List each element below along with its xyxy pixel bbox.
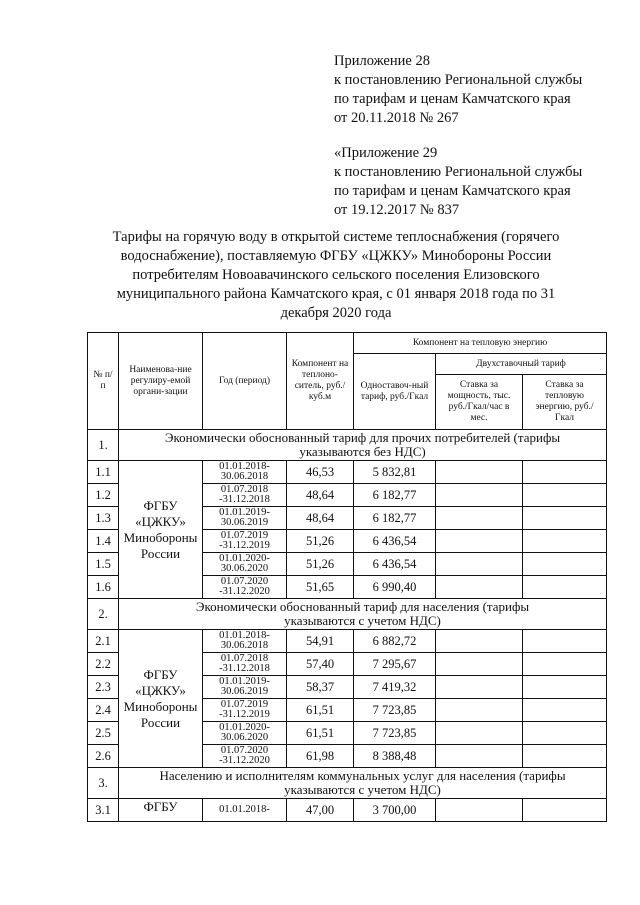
section-num: 1. [88, 430, 119, 461]
row-num: 2.1 [88, 630, 119, 653]
header-energy-rate: Ставка за тепловую энергию, руб./Гкал [523, 375, 607, 430]
energy-value: 6 182,77 [354, 484, 436, 507]
section-row [88, 768, 607, 799]
section-row [88, 599, 607, 630]
capacity-rate-value [436, 745, 523, 768]
period: 01.07.2019 -31.12.2019 [203, 699, 287, 722]
energy-value: 6 990,40 [354, 576, 436, 599]
energy-rate-value [523, 484, 607, 507]
carrier-value: 51,65 [287, 576, 354, 599]
energy-value: 7 419,32 [354, 676, 436, 699]
appendix-current-line: к постановлению Региональной службы [334, 72, 583, 88]
capacity-rate-value [436, 530, 523, 553]
section-num: 2. [88, 599, 119, 630]
capacity-rate-value [436, 699, 523, 722]
row-num: 2.5 [88, 722, 119, 745]
energy-rate-value [523, 507, 607, 530]
energy-rate-value [523, 745, 607, 768]
period: 01.01.2018- [203, 799, 287, 822]
org-name: ФГБУ [119, 799, 203, 822]
energy-value: 7 723,85 [354, 699, 436, 722]
capacity-rate-value [436, 630, 523, 653]
carrier-value: 61,51 [287, 722, 354, 745]
period: 01.07.2019 -31.12.2019 [203, 530, 287, 553]
header-component-energy: Компонент на тепловую энергию [354, 333, 607, 354]
period: 01.07.2018 -31.12.2018 [203, 653, 287, 676]
appendix-current-line: по тарифам и ценам Камчатского края [334, 91, 571, 107]
appendix-previous [334, 144, 582, 220]
energy-rate-value [523, 576, 607, 599]
carrier-value: 46,53 [287, 461, 354, 484]
capacity-rate-value [436, 507, 523, 530]
header-num: № п/п [88, 333, 119, 430]
period: 01.01.2018-30.06.2018 [203, 461, 287, 484]
org-name: ФГБУ «ЦЖКУ» Минобороны России [119, 630, 203, 768]
period: 01.01.2018-30.06.2018 [203, 630, 287, 653]
header-org: Наименова-ние регулиру-емой органи-зации [119, 333, 203, 430]
header-component-carrier: Компонент на теплоно-ситель, руб./куб.м [287, 333, 354, 430]
capacity-rate-value [436, 676, 523, 699]
energy-rate-value [523, 553, 607, 576]
capacity-rate-value [436, 722, 523, 745]
section-num: 3. [88, 768, 119, 799]
appendix-current-line: Приложение 28 [334, 53, 430, 69]
tariff-table [87, 332, 607, 822]
energy-value: 6 882,72 [354, 630, 436, 653]
carrier-value: 51,26 [287, 530, 354, 553]
capacity-rate-value [436, 484, 523, 507]
energy-rate-value [523, 722, 607, 745]
energy-rate-value [523, 630, 607, 653]
appendix-previous-line: от 19.12.2017 № 837 [334, 202, 460, 218]
energy-value: 5 832,81 [354, 461, 436, 484]
row-num: 3.1 [88, 799, 119, 822]
header-two-rate: Двухставочный тариф [436, 354, 607, 375]
appendix-previous-line: к постановлению Региональной службы [334, 164, 583, 180]
carrier-value: 58,37 [287, 676, 354, 699]
carrier-value: 48,64 [287, 484, 354, 507]
table-row [88, 630, 607, 653]
energy-rate-value [523, 530, 607, 553]
document-title: Тарифы на горячую воду в открытой системе теплоснабжения (горячего водоснабжение), поставляемую ФГБУ «ЦЖКУ» Минобороны России потребителям Новоавачинского сельского поселения Елизовского муниципального района Камчатского края, с 01 января 2018 года по 31 декабря 2020 года [112, 229, 560, 321]
energy-value: 7 723,85 [354, 722, 436, 745]
capacity-rate-value [436, 653, 523, 676]
energy-rate-value [523, 653, 607, 676]
capacity-rate-value [436, 799, 523, 822]
row-num: 2.4 [88, 699, 119, 722]
section-title: Экономически обоснованный тариф для населения (тарифы указываются с учетом НДС) [119, 599, 607, 630]
row-num: 1.3 [88, 507, 119, 530]
section-title: Экономически обоснованный тариф для прочих потребителей (тарифы указываются без НДС) [119, 430, 607, 461]
carrier-value: 57,40 [287, 653, 354, 676]
table-row [88, 799, 607, 822]
energy-value: 6 182,77 [354, 507, 436, 530]
row-num: 2.2 [88, 653, 119, 676]
energy-rate-value [523, 676, 607, 699]
row-num: 1.1 [88, 461, 119, 484]
capacity-rate-value [436, 461, 523, 484]
row-num: 1.5 [88, 553, 119, 576]
org-name: ФГБУ «ЦЖКУ» Минобороны России [119, 461, 203, 599]
energy-rate-value [523, 799, 607, 822]
period: 01.01.2020-30.06.2020 [203, 553, 287, 576]
period: 01.01.2019-30.06.2019 [203, 507, 287, 530]
period: 01.07.2018 -31.12.2018 [203, 484, 287, 507]
section-title: Населению и исполнителям коммунальных услуг для населения (тарифы указываются с учетом НДС) [119, 768, 607, 799]
appendix-previous-line: по тарифам и ценам Камчатского края [334, 183, 571, 199]
row-num: 2.3 [88, 676, 119, 699]
row-num: 1.2 [88, 484, 119, 507]
capacity-rate-value [436, 576, 523, 599]
tariff-table-body [88, 430, 607, 822]
period: 01.01.2019-30.06.2019 [203, 676, 287, 699]
energy-rate-value [523, 461, 607, 484]
carrier-value: 61,98 [287, 745, 354, 768]
energy-value: 6 436,54 [354, 530, 436, 553]
row-num: 1.6 [88, 576, 119, 599]
carrier-value: 48,64 [287, 507, 354, 530]
period: 01.07.2020 -31.12.2020 [203, 745, 287, 768]
carrier-value: 61,51 [287, 699, 354, 722]
carrier-value: 54,91 [287, 630, 354, 653]
capacity-rate-value [436, 553, 523, 576]
carrier-value: 51,26 [287, 553, 354, 576]
appendix-current [334, 52, 582, 128]
appendix-previous-line: «Приложение 29 [334, 145, 438, 161]
period: 01.01.2020-30.06.2020 [203, 722, 287, 745]
energy-value: 6 436,54 [354, 553, 436, 576]
energy-value: 3 700,00 [354, 799, 436, 822]
section-row [88, 430, 607, 461]
energy-value: 8 388,48 [354, 745, 436, 768]
row-num: 1.4 [88, 530, 119, 553]
energy-value: 7 295,67 [354, 653, 436, 676]
energy-rate-value [523, 699, 607, 722]
period: 01.07.2020 -31.12.2020 [203, 576, 287, 599]
header-capacity-rate: Ставка за мощность, тыс. руб./Гкал/час в мес. [436, 375, 523, 430]
header-one-rate: Одноставоч-ный тариф, руб./Гкал [354, 354, 436, 430]
row-num: 2.6 [88, 745, 119, 768]
carrier-value: 47,00 [287, 799, 354, 822]
appendix-current-line: от 20.11.2018 № 267 [334, 110, 459, 126]
table-row [88, 461, 607, 484]
header-period: Год (период) [203, 333, 287, 430]
